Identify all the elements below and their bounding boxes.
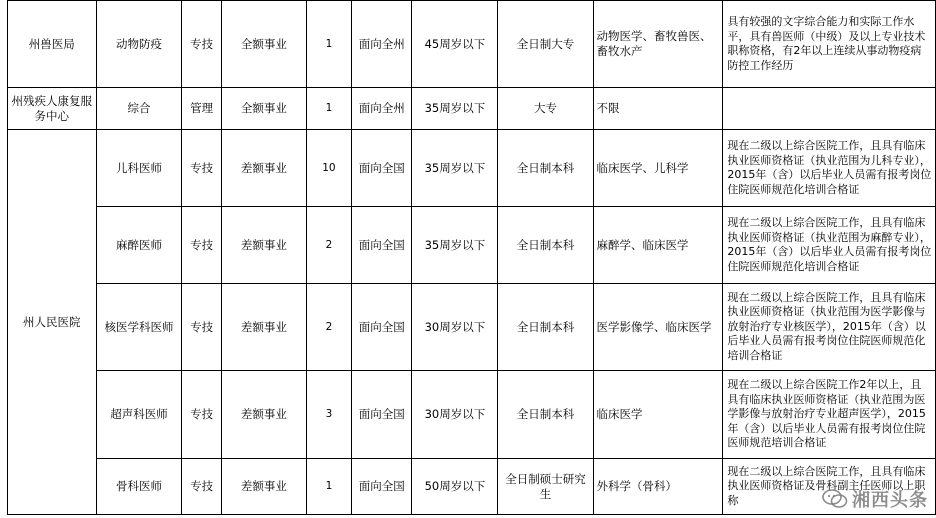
scope-cell: 面向全州 xyxy=(352,88,412,130)
category-cell: 专技 xyxy=(182,1,222,88)
funding-cell: 差额事业 xyxy=(221,284,306,371)
unit-cell: 州人民医院 xyxy=(8,130,97,515)
table-row xyxy=(8,459,936,515)
funding-cell: 差额事业 xyxy=(221,459,306,515)
education-cell: 全日制硕士研究生 xyxy=(498,459,593,515)
age-cell: 30周岁以下 xyxy=(412,284,498,371)
count-cell: 1 xyxy=(306,1,351,88)
major-cell: 麻醉学、临床医学 xyxy=(593,207,723,284)
table-row xyxy=(8,1,936,88)
table-row xyxy=(8,207,936,284)
education-cell: 全日制大专 xyxy=(498,1,593,88)
count-cell: 1 xyxy=(306,88,351,130)
education-cell: 全日制本科 xyxy=(498,371,593,459)
count-cell: 3 xyxy=(306,371,351,459)
count-cell: 2 xyxy=(306,207,351,284)
table-row xyxy=(8,88,936,130)
category-cell: 专技 xyxy=(182,371,222,459)
scope-cell: 面向全国 xyxy=(352,284,412,371)
requirements-cell: 现在二级以上综合医院工作，且具有临床执业医师资格证（执业范围为麻醉专业），2015年（含）以后毕业人员需有报考岗位住院医师规范化培训合格证 xyxy=(723,207,936,284)
position-cell: 核医学科医师 xyxy=(96,284,182,371)
requirements-cell: 现在二级以上综合医院工作，且具有临床执业医师资格证（执业范围为儿科专业），2015年（含）以后毕业人员需有报考岗位住院医师规范化培训合格证 xyxy=(723,130,936,207)
major-cell: 临床医学、儿科学 xyxy=(593,130,723,207)
funding-cell: 差额事业 xyxy=(221,207,306,284)
category-cell: 管理 xyxy=(182,88,222,130)
age-cell: 50周岁以下 xyxy=(412,459,498,515)
count-cell: 1 xyxy=(306,459,351,515)
table-row xyxy=(8,130,936,207)
age-cell: 35周岁以下 xyxy=(412,88,498,130)
education-cell: 全日制本科 xyxy=(498,284,593,371)
requirements-cell: 现在二级以上综合医院工作，且具有临床执业医师资格证（执业范围为医学影像与放射治疗专业核医学），2015年（含）以后毕业人员需有报考岗位住院医师规范化培训合格证 xyxy=(723,284,936,371)
category-cell: 专技 xyxy=(182,207,222,284)
age-cell: 45周岁以下 xyxy=(412,1,498,88)
scope-cell: 面向全国 xyxy=(352,207,412,284)
age-cell: 35周岁以下 xyxy=(412,130,498,207)
requirements-cell: 现在二级以上综合医院工作2年以上，且具有临床执业医师资格证（执业范围为医学影像与放射治疗专业超声医学），2015年（含）以后毕业人员需有报考岗位住院医师规范培训合格证 xyxy=(723,371,936,459)
table-row xyxy=(8,284,936,371)
scope-cell: 面向全州 xyxy=(352,1,412,88)
unit-cell: 州兽医局 xyxy=(8,1,97,88)
requirements-cell xyxy=(723,88,936,130)
age-cell: 35周岁以下 xyxy=(412,207,498,284)
recruitment-table xyxy=(7,0,936,515)
funding-cell: 差额事业 xyxy=(221,130,306,207)
scope-cell: 面向全国 xyxy=(352,130,412,207)
requirements-cell: 现在二级以上综合医院工作，且具有临床执业医师资格证及骨科副主任医师以上职称 xyxy=(723,459,936,515)
count-cell: 10 xyxy=(306,130,351,207)
education-cell: 全日制本科 xyxy=(498,130,593,207)
position-cell: 动物防疫 xyxy=(96,1,182,88)
category-cell: 专技 xyxy=(182,459,222,515)
category-cell: 专技 xyxy=(182,284,222,371)
watermark xyxy=(822,486,928,512)
unit-cell: 州残疾人康复服务中心 xyxy=(8,88,97,130)
chat-bubbles-icon xyxy=(822,489,848,509)
position-cell: 麻醉医师 xyxy=(96,207,182,284)
major-cell: 临床医学 xyxy=(593,371,723,459)
position-cell: 超声科医师 xyxy=(96,371,182,459)
major-cell: 不限 xyxy=(593,88,723,130)
position-cell: 综合 xyxy=(96,88,182,130)
education-cell: 全日制本科 xyxy=(498,207,593,284)
count-cell: 2 xyxy=(306,284,351,371)
age-cell: 30周岁以下 xyxy=(412,371,498,459)
position-cell: 儿科医师 xyxy=(96,130,182,207)
funding-cell: 差额事业 xyxy=(221,371,306,459)
funding-cell: 全额事业 xyxy=(221,1,306,88)
major-cell: 动物医学、畜牧兽医、畜牧水产 xyxy=(593,1,723,88)
major-cell: 外科学（骨科） xyxy=(593,459,723,515)
scope-cell: 面向全国 xyxy=(352,371,412,459)
watermark-text: 湘西头条 xyxy=(852,490,928,511)
major-cell: 医学影像学、临床医学 xyxy=(593,284,723,371)
position-cell: 骨科医师 xyxy=(96,459,182,515)
table-row xyxy=(8,371,936,459)
education-cell: 大专 xyxy=(498,88,593,130)
requirements-cell: 具有较强的文字综合能力和实际工作水平，具有兽医师（中级）及以上专业技术职称资格，有2年以上连续从事动物疫病防控工作经历 xyxy=(723,1,936,88)
category-cell: 专技 xyxy=(182,130,222,207)
funding-cell: 全额事业 xyxy=(221,88,306,130)
scope-cell: 面向全国 xyxy=(352,459,412,515)
